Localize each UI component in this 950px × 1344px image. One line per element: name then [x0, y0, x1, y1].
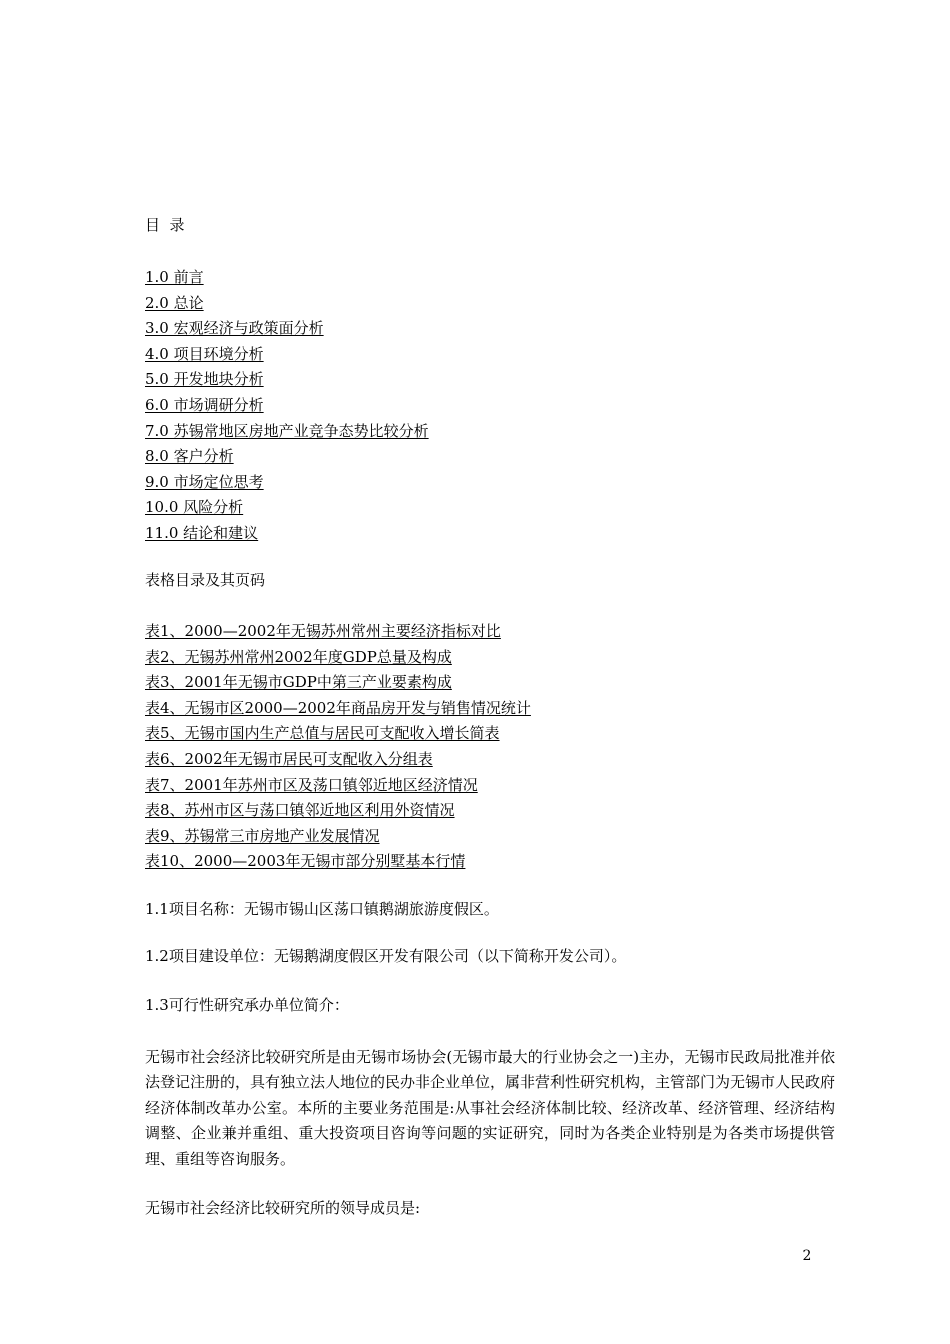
toc-link-customer[interactable]: 8.0 客户分析	[145, 447, 234, 466]
table-item	[145, 671, 531, 697]
research-unit-title: 1.3可行性研究承办单位简介：	[145, 996, 349, 1014]
toc-item	[145, 292, 429, 318]
table-item	[145, 748, 531, 774]
table-link-7[interactable]: 表7、2001年苏州市区及荡口镇邻近地区经济情况	[145, 775, 478, 794]
page-number: 2	[802, 1248, 812, 1264]
toc-link-preface[interactable]: 1.0 前言	[145, 268, 204, 286]
toc-item	[145, 445, 429, 471]
institute-intro-paragraph: 无锡市社会经济比较研究所是由无锡市场协会(无锡市最大的行业协会之一)主办，无锡市民政局批准并依法登记注册的，具有独立法人地位的民办非企业单位，属非营利性研究机构，主管部门为无锡市人民政府经济体制改革办公室。本所的主要业务范围是:从事社会经济体制比较、经济改革、经济管理、经济结构调整、企业兼并重组、重大投资项目咨询等问题的实证研究，同时为各类企业特别是为各类市场提供管理、重组等咨询服务。	[145, 1048, 836, 1168]
table-link-1[interactable]: 表1、2000—2002年无锡苏州常州主要经济指标对比	[145, 622, 501, 640]
table-link-2[interactable]: 表2、无锡苏州常州2002年度GDP总量及构成	[145, 647, 452, 666]
toc-heading: 目 录	[145, 216, 185, 234]
table-item	[145, 722, 531, 748]
tables-heading: 表格目录及其页码	[145, 571, 266, 589]
toc-item	[145, 368, 429, 394]
toc-link-market[interactable]: 6.0 市场调研分析	[145, 395, 264, 414]
table-link-8[interactable]: 表8、苏州市区与荡口镇邻近地区利用外资情况	[145, 801, 455, 820]
table-list	[145, 620, 531, 876]
table-link-4[interactable]: 表4、无锡市区2000—2002年商品房开发与销售情况统计	[145, 698, 531, 717]
table-link-10[interactable]: 表10、2000—2003年无锡市部分别墅基本行情	[145, 852, 466, 871]
toc-item	[145, 394, 429, 420]
toc-link-conclusion[interactable]: 11.0 结论和建议	[145, 523, 259, 542]
table-item	[145, 697, 531, 723]
toc-item	[145, 496, 429, 522]
project-name-paragraph: 1.1项目名称：无锡市锡山区荡口镇鹅湖旅游度假区。	[145, 900, 499, 918]
toc-link-positioning[interactable]: 9.0 市场定位思考	[145, 472, 264, 491]
toc-link-environment[interactable]: 4.0 项目环境分析	[145, 344, 264, 363]
toc-item	[145, 420, 429, 446]
table-item	[145, 799, 531, 825]
table-link-5[interactable]: 表5、无锡市国内生产总值与居民可支配收入增长简表	[145, 724, 500, 743]
table-item	[145, 620, 531, 646]
toc-link-land[interactable]: 5.0 开发地块分析	[145, 370, 264, 389]
leadership-lead-paragraph: 无锡市社会经济比较研究所的领导成员是:	[145, 1199, 421, 1217]
table-item	[145, 850, 531, 876]
toc-item	[145, 471, 429, 497]
table-item	[145, 825, 531, 851]
table-link-6[interactable]: 表6、2002年无锡市居民可支配收入分组表	[145, 749, 433, 768]
toc-item	[145, 317, 429, 343]
table-item	[145, 774, 531, 800]
toc-link-overview[interactable]: 2.0 总论	[145, 293, 204, 312]
toc-item	[145, 522, 429, 548]
toc-list	[145, 266, 429, 548]
toc-item	[145, 266, 429, 292]
toc-link-risk[interactable]: 10.0 风险分析	[145, 498, 244, 517]
toc-link-competition[interactable]: 7.0 苏锡常地区房地产业竞争态势比较分析	[145, 421, 429, 440]
toc-item	[145, 343, 429, 369]
project-unit-paragraph: 1.2项目建设单位：无锡鹅湖度假区开发有限公司（以下简称开发公司）。	[145, 947, 627, 965]
table-item	[145, 646, 531, 672]
table-link-3[interactable]: 表3、2001年无锡市GDP中第三产业要素构成	[145, 673, 452, 692]
table-link-9[interactable]: 表9、苏锡常三市房地产业发展情况	[145, 826, 380, 845]
toc-link-macro[interactable]: 3.0 宏观经济与政策面分析	[145, 319, 324, 338]
